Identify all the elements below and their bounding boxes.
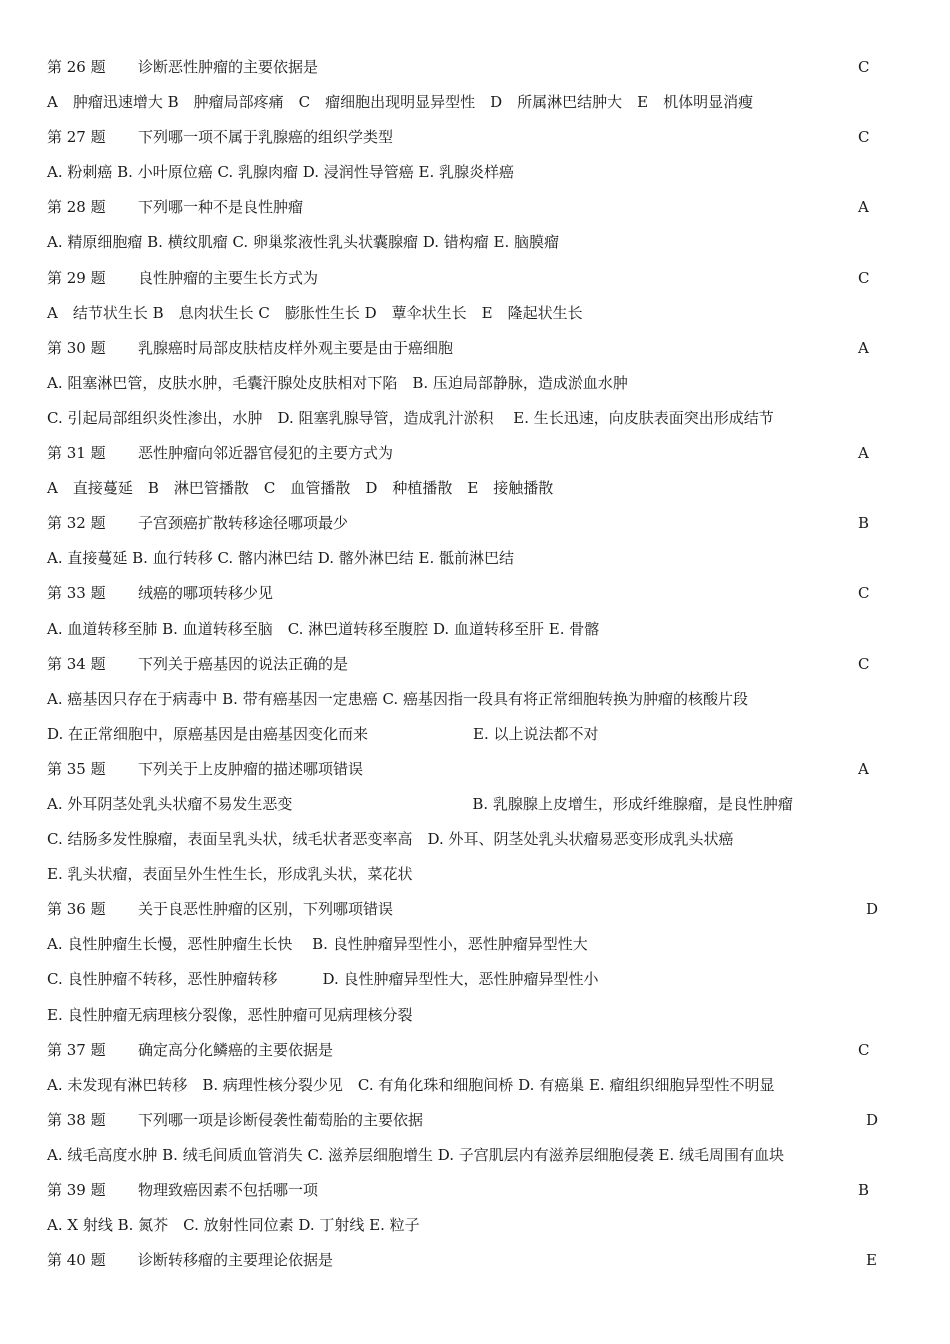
question-stem: 良性肿瘤的主要生长方式为 <box>138 268 319 287</box>
option-text: A. 外耳阴茎处乳头状瘤不易发生恶变 B. 乳腺腺上皮增生，形成纤维腺瘤，是良性肿瘤 <box>47 794 793 813</box>
question-header <box>0 647 950 682</box>
option-line <box>0 822 950 857</box>
option-text: A 肿瘤迅速增大 B 肿瘤局部疼痛 C 瘤细胞出现明显异型性 D 所属淋巴结肿大 E 机体明显消瘦 <box>47 93 754 112</box>
option-line <box>0 401 950 436</box>
question-number: 第 26 题 <box>47 58 106 76</box>
question-stem: 下列哪一项不属于乳腺癌的组织学类型 <box>138 128 394 147</box>
question-answer: C <box>858 128 870 147</box>
option-line <box>0 541 950 576</box>
question-number: 第 35 题 <box>47 759 106 778</box>
option-text: A. X 射线 B. 氮芥 C. 放射性同位素 D. 丁射线 E. 粒子 <box>47 1216 420 1235</box>
question-answer: D <box>866 1110 879 1129</box>
question-header <box>0 436 950 471</box>
question-answer: C <box>858 268 870 287</box>
question-number: 第 28 题 <box>47 198 106 217</box>
option-text: A. 粉刺癌 B. 小叶原位癌 C. 乳腺肉瘤 D. 浸润性导管癌 E. 乳腺炎样癌 <box>47 163 514 182</box>
question-stem: 子宫颈癌扩散转移途径哪项最少 <box>138 514 349 533</box>
option-line <box>0 682 950 717</box>
question-stem: 下列哪一项是诊断侵袭性葡萄胎的主要依据 <box>138 1110 424 1129</box>
option-line <box>0 471 950 506</box>
option-text: A. 血道转移至肺 B. 血道转移至脑 C. 淋巴道转移至腹腔 D. 血道转移至肝 E. 骨髂 <box>47 619 600 638</box>
question-number: 第 29 题 <box>47 268 106 287</box>
question-answer: A <box>858 338 869 357</box>
option-text: A 直接蔓延 B 淋巴管播散 C 血管播散 D 种植播散 E 接触播散 <box>47 479 554 498</box>
question-answer: E <box>866 1251 877 1270</box>
option-line <box>0 1068 950 1103</box>
option-text: C. 良性肿瘤不转移，恶性肿瘤转移 D. 良性肿瘤异型性大，恶性肿瘤异型性小 <box>47 970 599 989</box>
question-number: 第 32 题 <box>47 514 106 533</box>
question-stem: 诊断转移瘤的主要理论依据是 <box>138 1251 334 1270</box>
option-text: A. 癌基因只存在于病毒中 B. 带有癌基因一定患癌 C. 癌基因指一段具有将正常细胞转换为肿瘤的核酸片段 <box>47 689 748 708</box>
question-answer: A <box>858 198 869 217</box>
option-text: A. 直接蔓延 B. 血行转移 C. 髂内淋巴结 D. 髂外淋巴结 E. 骶前淋巴结 <box>47 549 514 568</box>
question-answer: C <box>858 58 870 76</box>
option-line <box>0 155 950 190</box>
option-text: C. 引起局部组织炎性渗出，水肿 D. 阻塞乳腺导管，造成乳汁淤积 E. 生长迅速，向皮肤表面突出形成结节 <box>47 408 774 427</box>
question-stem: 关于良恶性肿瘤的区别，下列哪项错误 <box>138 900 394 919</box>
option-text: A. 精原细胞瘤 B. 横纹肌瘤 C. 卵巢浆液性乳头状囊腺瘤 D. 错构瘤 E. 脑膜瘤 <box>47 233 559 252</box>
option-line <box>0 612 950 647</box>
question-number: 第 40 题 <box>47 1251 106 1270</box>
question-number: 第 38 题 <box>47 1110 106 1129</box>
question-stem: 乳腺癌时局部皮肤桔皮样外观主要是由于癌细胞 <box>138 338 454 357</box>
question-header <box>0 1173 950 1208</box>
question-header <box>0 1243 950 1278</box>
question-stem: 物理致癌因素不包括哪一项 <box>138 1181 319 1199</box>
option-text: D. 在正常细胞中，原癌基因是由癌基因变化而来 E. 以上说法都不对 <box>47 724 599 743</box>
question-answer: D <box>866 900 879 919</box>
option-line <box>0 1138 950 1173</box>
question-answer: A <box>858 759 869 778</box>
question-number: 第 27 题 <box>47 128 106 147</box>
question-stem: 确定高分化鳞癌的主要依据是 <box>138 1040 334 1059</box>
question-header <box>0 576 950 611</box>
question-header <box>0 190 950 225</box>
option-line <box>0 787 950 822</box>
question-number: 第 36 题 <box>47 900 106 919</box>
question-answer: C <box>858 654 870 673</box>
option-line <box>0 717 950 752</box>
question-number: 第 31 题 <box>47 444 106 463</box>
option-line <box>0 366 950 401</box>
question-number: 第 30 题 <box>47 338 106 357</box>
option-text: A. 良性肿瘤生长慢，恶性肿瘤生长快 B. 良性肿瘤异型性小，恶性肿瘤异型性大 <box>47 935 588 954</box>
option-line <box>0 857 950 892</box>
option-line <box>0 927 950 962</box>
option-line <box>0 225 950 260</box>
question-header <box>0 752 950 787</box>
option-line <box>0 1208 950 1243</box>
question-number: 第 39 题 <box>47 1181 106 1199</box>
question-answer: B <box>858 1181 870 1199</box>
question-header <box>0 120 950 155</box>
question-stem: 绒癌的哪项转移少见 <box>138 584 274 603</box>
option-text: A. 绒毛高度水肿 B. 绒毛间质血管消失 C. 滋养层细胞增生 D. 子宫肌层内有滋养层细胞侵袭 E. 绒毛周围有血块 <box>47 1145 784 1164</box>
question-header <box>0 50 950 85</box>
question-answer: A <box>858 444 869 463</box>
question-number: 第 37 题 <box>47 1040 106 1059</box>
option-text: E. 良性肿瘤无病理核分裂像，恶性肿瘤可见病理核分裂 <box>47 1005 413 1024</box>
question-number: 第 34 题 <box>47 654 106 673</box>
question-stem: 下列关于癌基因的说法正确的是 <box>138 654 349 673</box>
question-header <box>0 331 950 366</box>
question-header <box>0 506 950 541</box>
question-stem: 下列关于上皮肿瘤的描述哪项错误 <box>138 759 364 778</box>
option-line <box>0 296 950 331</box>
question-answer: C <box>858 584 870 603</box>
question-header <box>0 1103 950 1138</box>
option-text: A 结节状生长 B 息肉状生长 C 膨胀性生长 D 蕈伞状生长 E 隆起状生长 <box>47 303 583 322</box>
option-line <box>0 998 950 1033</box>
question-answer: B <box>858 514 870 533</box>
question-stem: 诊断恶性肿瘤的主要依据是 <box>138 58 319 76</box>
question-stem: 下列哪一种不是良性肿瘤 <box>138 198 304 217</box>
option-line <box>0 962 950 997</box>
question-header <box>0 1033 950 1068</box>
question-number: 第 33 题 <box>47 584 106 603</box>
question-document <box>0 50 950 1278</box>
question-answer: C <box>858 1040 870 1059</box>
option-line <box>0 85 950 120</box>
question-header <box>0 892 950 927</box>
option-text: C. 结肠多发性腺瘤，表面呈乳头状，绒毛状者恶变率高 D. 外耳、阴茎处乳头状瘤易恶变形成乳头状癌 <box>47 830 734 849</box>
option-text: A. 阻塞淋巴管，皮肤水肿，毛囊汗腺处皮肤相对下陷 B. 压迫局部静脉，造成淤血水肿 <box>47 373 628 392</box>
option-text: A. 未发现有淋巴转移 B. 病理性核分裂少见 C. 有角化珠和细胞间桥 D. 有癌巢 E. 瘤组织细胞异型性不明显 <box>47 1075 775 1094</box>
question-header <box>0 261 950 296</box>
question-stem: 恶性肿瘤向邻近器官侵犯的主要方式为 <box>138 444 394 463</box>
option-text: E. 乳头状瘤，表面呈外生性生长，形成乳头状，菜花状 <box>47 865 413 884</box>
